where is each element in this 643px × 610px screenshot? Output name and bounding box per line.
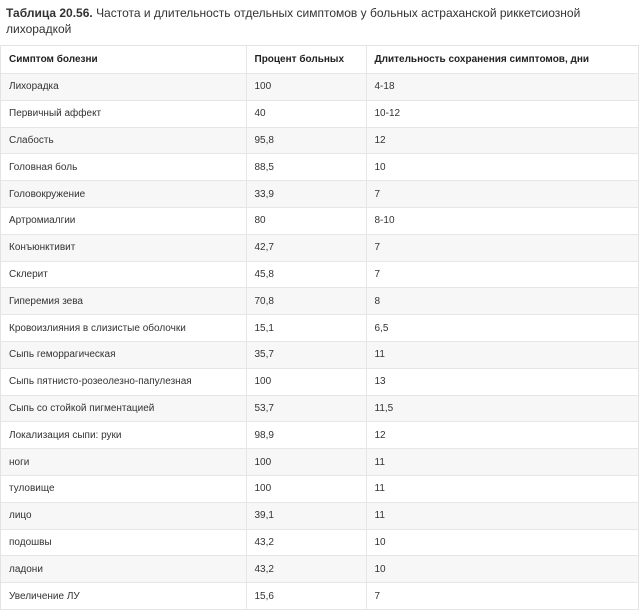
table-row <box>1 100 638 127</box>
cell-symptom: Склерит <box>1 261 246 288</box>
cell-symptom: Артромиалгии <box>1 207 246 234</box>
table-row <box>1 207 638 234</box>
cell-symptom: Сыпь пятнисто-розеолезно-папулезная <box>1 368 246 395</box>
cell-symptom: Локализация сыпи: руки <box>1 422 246 449</box>
table-row <box>1 502 638 529</box>
cell-symptom: ноги <box>1 449 246 476</box>
table-row <box>1 74 638 101</box>
cell-duration: 7 <box>366 583 638 610</box>
column-header-percent: Процент больных <box>246 46 366 74</box>
cell-percent: 15,1 <box>246 315 366 342</box>
cell-duration: 11 <box>366 449 638 476</box>
table-row <box>1 127 638 154</box>
cell-duration: 10-12 <box>366 100 638 127</box>
cell-percent: 42,7 <box>246 234 366 261</box>
table-row <box>1 234 638 261</box>
cell-percent: 100 <box>246 475 366 502</box>
cell-percent: 100 <box>246 74 366 101</box>
cell-duration: 11,5 <box>366 395 638 422</box>
table-number: Таблица 20.56. <box>6 6 93 20</box>
cell-percent: 45,8 <box>246 261 366 288</box>
cell-symptom: подошвы <box>1 529 246 556</box>
cell-symptom: Сыпь со стойкой пигментацией <box>1 395 246 422</box>
table-row <box>1 368 638 395</box>
cell-duration: 12 <box>366 127 638 154</box>
cell-duration: 10 <box>366 556 638 583</box>
cell-symptom: Первичный аффект <box>1 100 246 127</box>
cell-symptom: Лихорадка <box>1 74 246 101</box>
table-row <box>1 583 638 610</box>
cell-duration: 7 <box>366 234 638 261</box>
cell-symptom: ладони <box>1 556 246 583</box>
cell-percent: 33,9 <box>246 181 366 208</box>
cell-percent: 88,5 <box>246 154 366 181</box>
cell-duration: 4-18 <box>366 74 638 101</box>
cell-symptom: Гиперемия зева <box>1 288 246 315</box>
cell-percent: 53,7 <box>246 395 366 422</box>
table-row <box>1 529 638 556</box>
cell-duration: 11 <box>366 502 638 529</box>
cell-symptom: Головная боль <box>1 154 246 181</box>
cell-percent: 43,2 <box>246 556 366 583</box>
cell-duration: 11 <box>366 341 638 368</box>
cell-duration: 10 <box>366 529 638 556</box>
table-row <box>1 449 638 476</box>
table-row <box>1 395 638 422</box>
cell-duration: 11 <box>366 475 638 502</box>
cell-percent: 15,6 <box>246 583 366 610</box>
cell-percent: 39,1 <box>246 502 366 529</box>
cell-symptom: Конъюнктивит <box>1 234 246 261</box>
cell-symptom: туловище <box>1 475 246 502</box>
cell-percent: 70,8 <box>246 288 366 315</box>
cell-percent: 40 <box>246 100 366 127</box>
table-header-row <box>1 46 638 74</box>
cell-duration: 12 <box>366 422 638 449</box>
table-row <box>1 261 638 288</box>
cell-symptom: Увеличение ЛУ <box>1 583 246 610</box>
cell-duration: 6,5 <box>366 315 638 342</box>
table-row <box>1 341 638 368</box>
cell-duration: 8 <box>366 288 638 315</box>
cell-percent: 100 <box>246 449 366 476</box>
table-row <box>1 475 638 502</box>
cell-percent: 80 <box>246 207 366 234</box>
cell-percent: 95,8 <box>246 127 366 154</box>
cell-percent: 43,2 <box>246 529 366 556</box>
cell-percent: 100 <box>246 368 366 395</box>
cell-duration: 8-10 <box>366 207 638 234</box>
column-header-duration: Длительность сохранения симптомов, дни <box>366 46 638 74</box>
table-row <box>1 154 638 181</box>
table-row <box>1 288 638 315</box>
table-title: Частота и длительность отдельных симптомов у больных астраханской риккетсиозной лихорадкой <box>6 6 581 36</box>
cell-duration: 13 <box>366 368 638 395</box>
cell-duration: 10 <box>366 154 638 181</box>
table-row <box>1 181 638 208</box>
table-row <box>1 556 638 583</box>
table-row <box>1 315 638 342</box>
table-caption <box>6 5 606 37</box>
table-row <box>1 422 638 449</box>
symptoms-table <box>0 45 639 610</box>
cell-symptom: Кровоизлияния в слизистые оболочки <box>1 315 246 342</box>
cell-duration: 7 <box>366 181 638 208</box>
cell-symptom: Головокружение <box>1 181 246 208</box>
cell-percent: 98,9 <box>246 422 366 449</box>
cell-duration: 7 <box>366 261 638 288</box>
column-header-symptom: Симптом болезни <box>1 46 246 74</box>
cell-symptom: лицо <box>1 502 246 529</box>
cell-symptom: Сыпь геморрагическая <box>1 341 246 368</box>
cell-symptom: Слабость <box>1 127 246 154</box>
cell-percent: 35,7 <box>246 341 366 368</box>
